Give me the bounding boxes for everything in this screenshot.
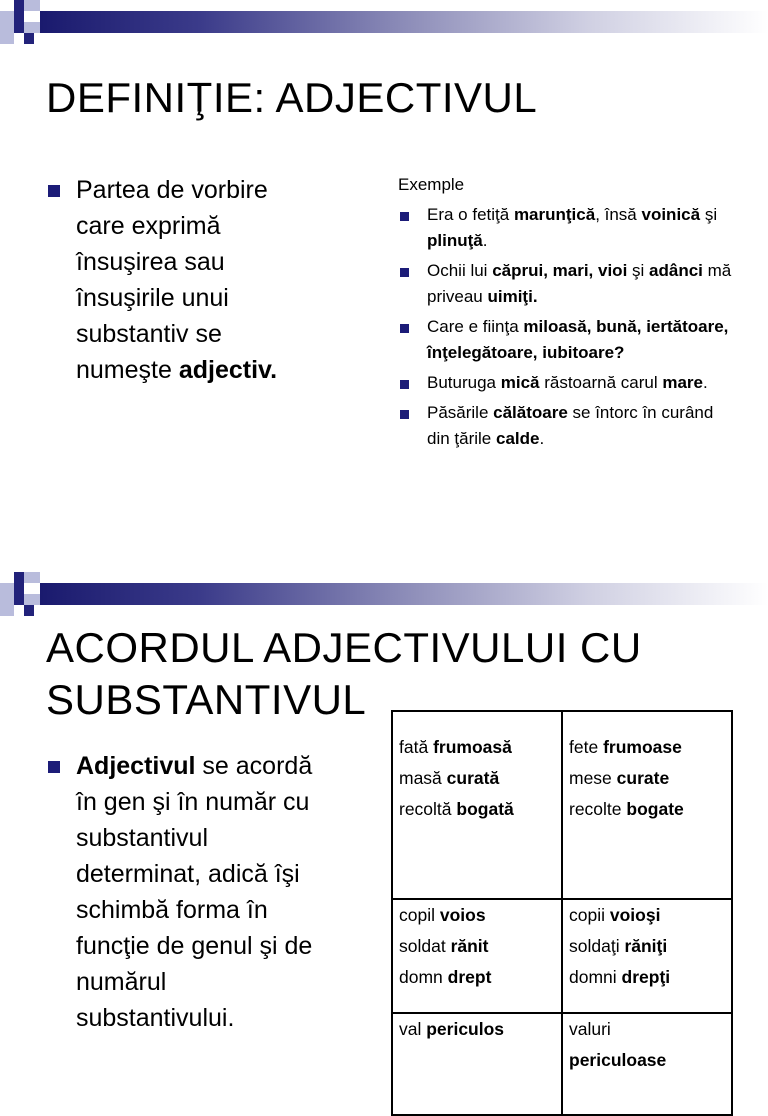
example-item [398,370,738,396]
bold-word: căprui, mari, vioi [492,261,628,280]
bold-word: miloasă, bună, iertătoare, înţelegătoare, iubitoare? [427,317,729,362]
examples-heading: Exemple [398,175,465,194]
table-cell [392,899,562,1013]
bold-word: bogate [626,799,684,819]
definition-bullet [48,172,348,388]
bold-word: voioşi [609,905,661,925]
bullet-square-icon [48,185,60,197]
rule-line: funcţie de genul şi de [76,932,313,960]
table-cell [562,1013,732,1115]
text-run: Ochii lui [427,261,493,280]
bold-word: rănit [450,936,489,956]
text-run: valuri [569,1019,611,1039]
table-cell [562,711,732,899]
rule-line: determinat, adică îşi [76,860,300,888]
bold-word: uimiţi. [487,287,538,306]
rule-bullet [48,748,378,1036]
text-run: . [539,429,545,448]
text-run: recolte [569,799,627,819]
header-square [0,605,14,616]
header-gradient [40,11,768,33]
bold-word: drept [447,967,492,987]
text-run: copii [569,905,610,925]
header-square [0,11,14,33]
cell-line [399,931,555,962]
cell-line [569,962,725,993]
text-run: Era o fetiţă [427,205,514,224]
header-gradient [40,583,768,605]
definition-term: adjectiv. [178,356,278,384]
text-run: fată [399,737,434,757]
text-run: şi [627,261,650,280]
agreement-table [391,710,733,1116]
rule-line: substantivului. [76,1004,235,1032]
table-cell [562,899,732,1013]
bullet-square-icon [400,324,409,333]
decorative-header-bar [0,0,768,48]
cell-line [569,1014,725,1045]
rule-line: în gen şi în număr cu [76,788,310,816]
bold-word: voios [439,905,486,925]
bold-word: bogată [456,799,514,819]
rule-line: schimbă forma în [76,896,268,924]
text-run: domni [569,967,622,987]
bold-word: mică [500,373,540,392]
table-cell [392,711,562,899]
definition-line: însuşirile unui [76,284,229,312]
cell-line [569,1045,725,1076]
example-item [398,258,738,310]
title-line: ACORDUL ADJECTIVULUI CU [46,624,642,671]
bold-word: călătoare [493,403,568,422]
bold-word: frumoase [603,737,682,757]
definition-line: care exprimă [76,212,221,240]
text-run: recoltă [399,799,457,819]
bold-word: răniţi [624,936,668,956]
rule-text: se acordă [195,752,313,780]
text-run: mese [569,768,617,788]
text-run: soldat [399,936,451,956]
text-run: val [399,1019,427,1039]
text-run: copil [399,905,440,925]
bold-word: plinuţă [427,231,483,250]
bold-word: calde [495,429,540,448]
cell-line [569,763,725,794]
example-item [398,202,738,254]
text-run: Buturuga [427,373,501,392]
examples-block [398,172,738,456]
header-square [24,33,34,44]
cell-line [399,732,555,763]
bullet-square-icon [48,761,60,773]
bold-word: curate [616,768,670,788]
text-run: mă priveau [427,261,732,306]
table-row [392,1013,732,1115]
header-square [14,572,24,583]
table-cell [392,1013,562,1115]
bullet-square-icon [400,212,409,221]
definition-text: numeşte [76,356,179,384]
bold-word: voinică [641,205,701,224]
cell-line [569,900,725,931]
cell-line [569,732,725,763]
header-square [24,572,40,583]
text-run: răstoarnă carul [539,373,663,392]
bold-word: periculoase [569,1050,667,1070]
bold-word: frumoasă [433,737,512,757]
header-square [0,33,14,44]
example-item [398,314,738,366]
cell-line [399,1014,555,1045]
rule-line [76,748,378,784]
example-item [398,400,738,452]
text-run: se întorc în curând din ţările [427,403,714,448]
header-square [24,22,40,33]
slide-acordul [0,572,768,1070]
text-run: , însă [595,205,642,224]
text-run: şi [700,205,718,224]
header-square [14,0,24,11]
header-square [24,594,40,605]
cell-line [399,763,555,794]
bold-word: curată [446,768,500,788]
cell-line [399,900,555,931]
bullet-square-icon [400,410,409,419]
rule-line: numărul [76,968,167,996]
rule-line: substantivul [76,824,209,852]
table-row [392,711,732,899]
header-square [14,11,24,33]
bold-word: mare [662,373,703,392]
header-square [24,0,40,11]
text-run: Păsările [427,403,494,422]
slide-title: DEFINIŢIE: ADJECTIVUL [46,74,538,121]
header-square [24,605,34,616]
bold-word: periculos [426,1019,505,1039]
cell-line [569,931,725,962]
definition-line [76,352,348,388]
cell-line [399,794,555,825]
header-square [0,583,14,605]
header-square [14,583,24,605]
definition-line: Partea de vorbire [76,176,268,204]
text-run: masă [399,768,447,788]
decorative-header-bar [0,572,768,620]
bold-word: drepţi [621,967,671,987]
table-row [392,899,732,1013]
text-run: Care e fiinţa [427,317,524,336]
text-run: domn [399,967,448,987]
title-line: SUBSTANTIVUL [46,676,367,723]
cell-line [399,962,555,993]
text-run: . [702,373,708,392]
rule-term: Adjectivul [76,752,196,780]
bold-word: adânci [649,261,703,280]
examples-list [398,202,738,452]
bold-word: marunţică [513,205,596,224]
cell-line [569,794,725,825]
text-run: fete [569,737,604,757]
bullet-square-icon [400,380,409,389]
definition-line: însuşirea sau [76,248,225,276]
definition-line: substantiv se [76,320,222,348]
text-run: . [482,231,488,250]
bullet-square-icon [400,268,409,277]
text-run: soldaţi [569,936,625,956]
